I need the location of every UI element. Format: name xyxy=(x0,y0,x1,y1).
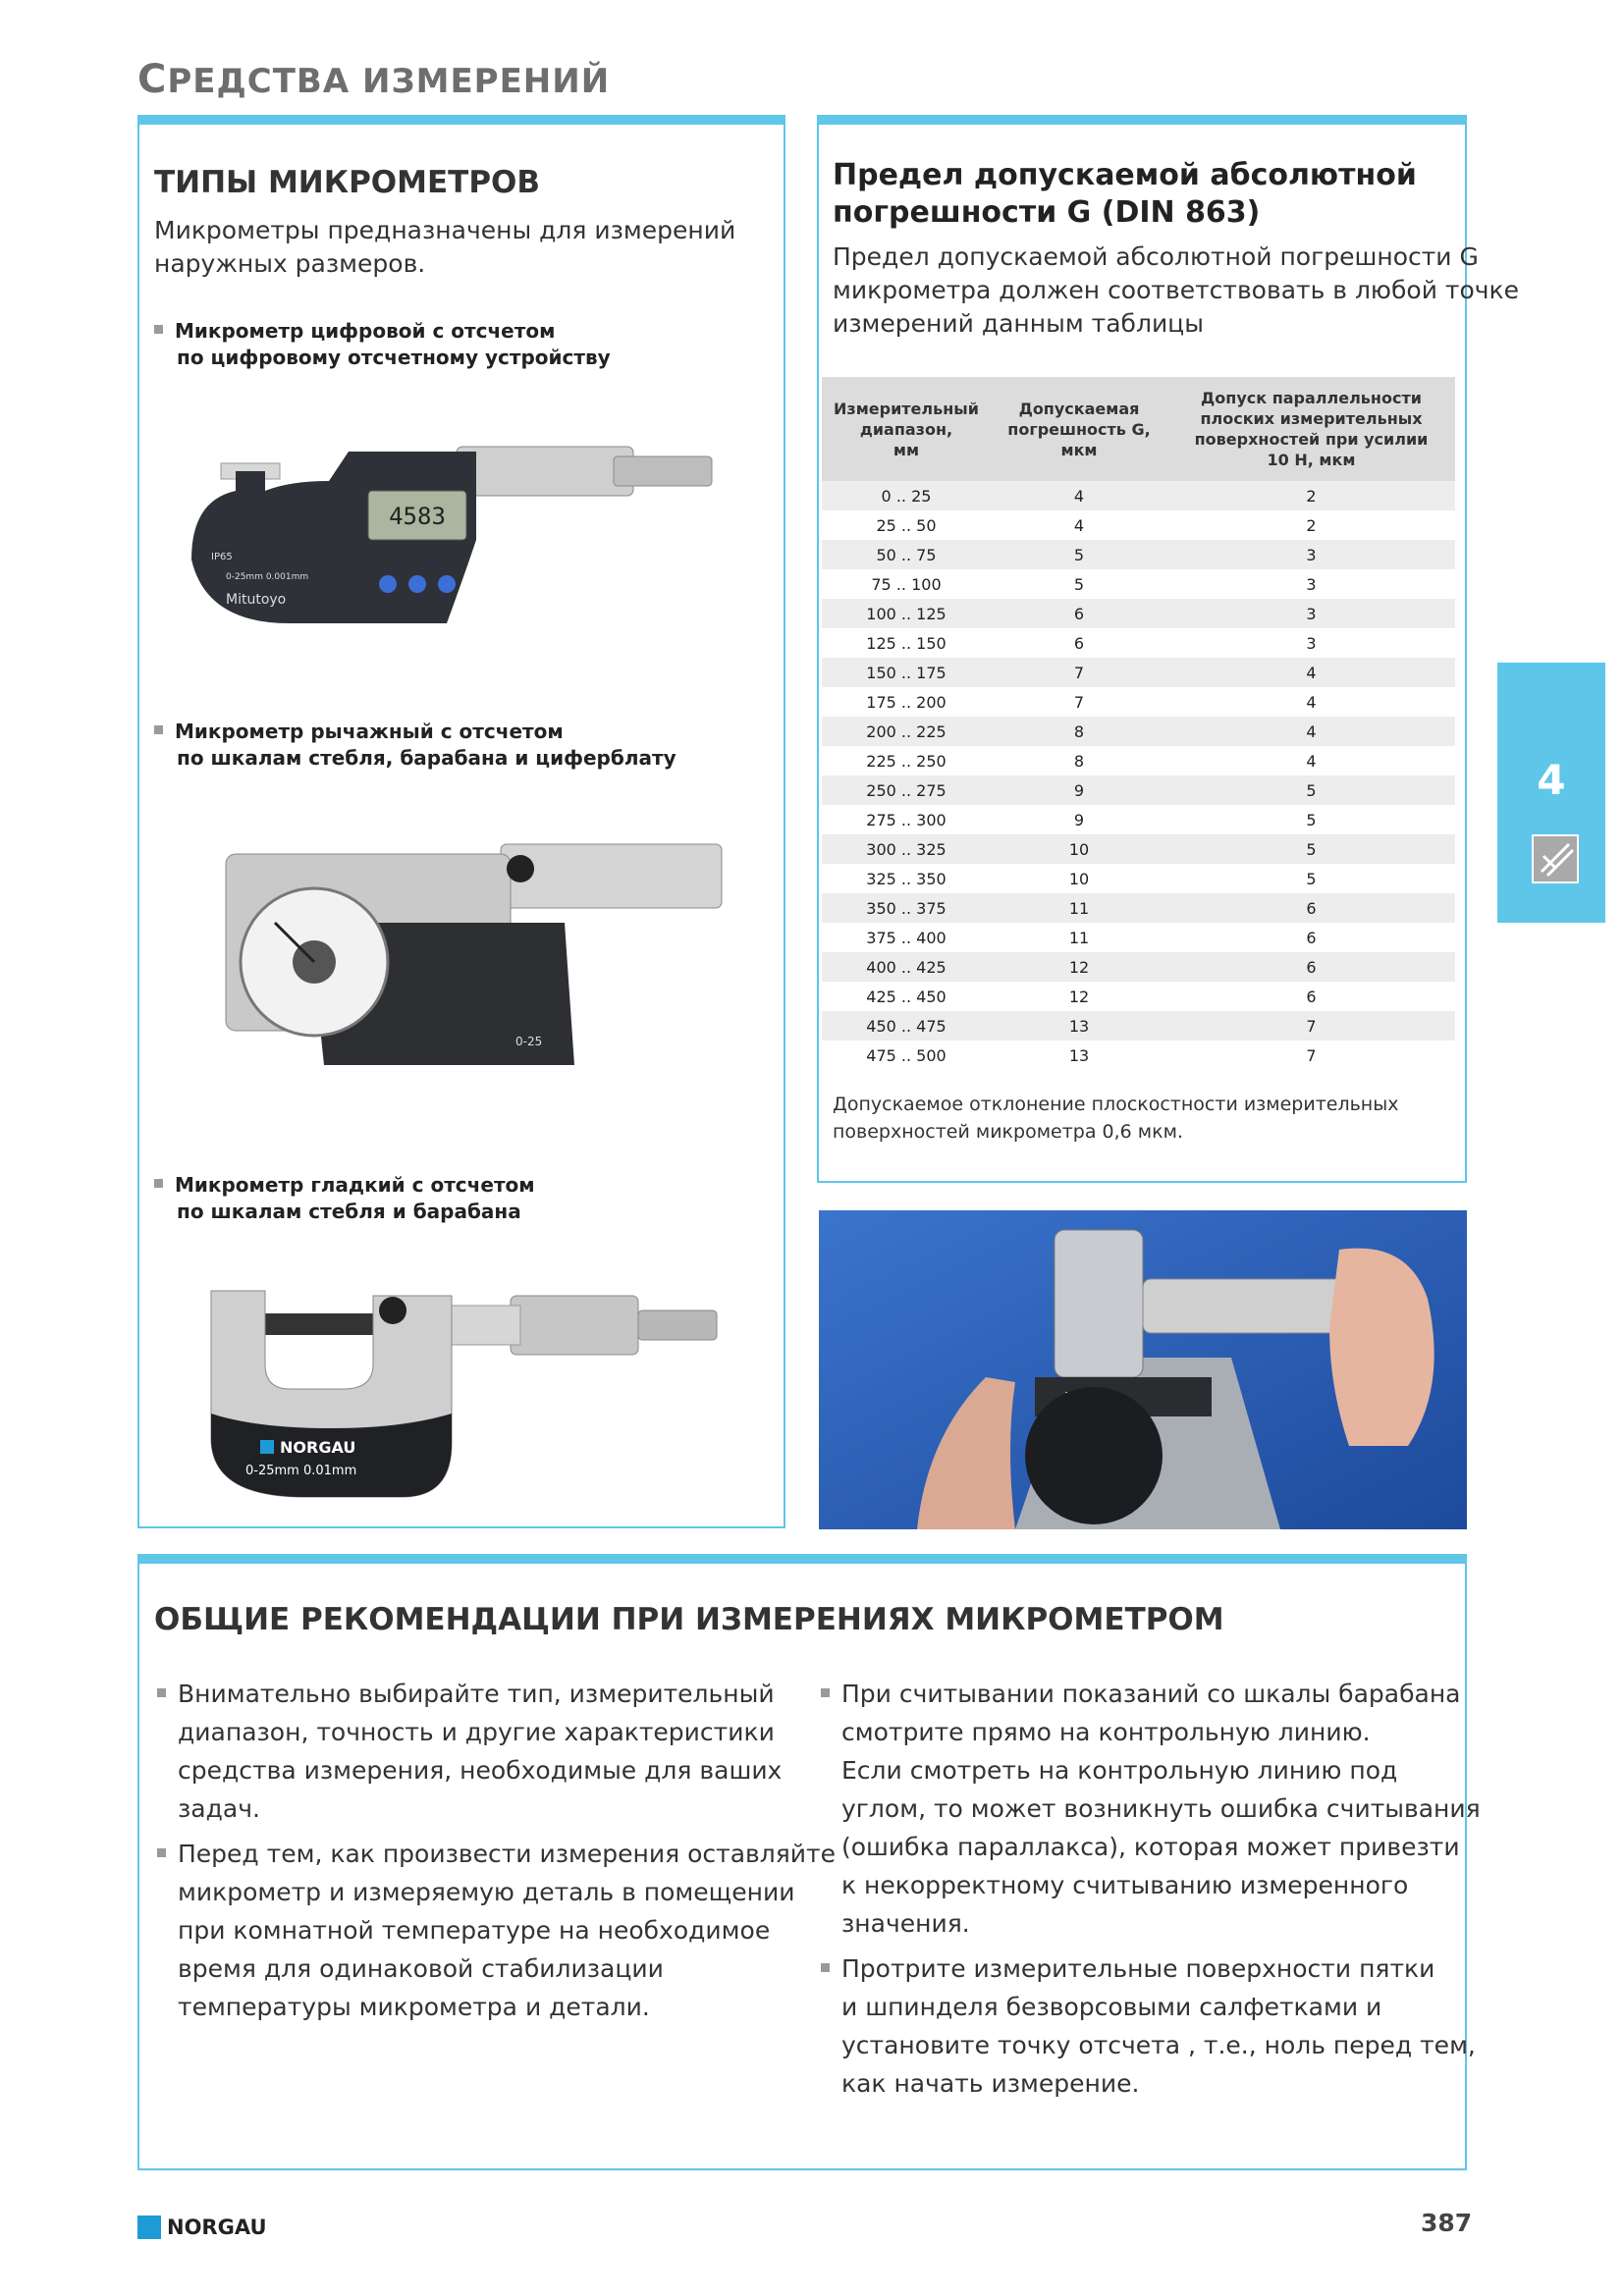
bullet-square xyxy=(154,1179,163,1188)
cell-parallelism: 4 xyxy=(1167,746,1455,775)
table-row xyxy=(822,864,1455,893)
recommendation-item: Протрите измерительные поверхности пятки и шпинделя безворсовыми салфетками и установите точку отсчета , т.е., ноль перед тем, как начать измерение. xyxy=(821,1949,1481,2103)
cell-error: 9 xyxy=(991,805,1167,834)
cell-error: 12 xyxy=(991,952,1167,982)
cell-range: 375 .. 400 xyxy=(822,923,991,952)
table-row xyxy=(822,687,1455,717)
table-row xyxy=(822,746,1455,775)
table-header-row xyxy=(822,377,1455,481)
recommendation-item: При считывании показаний со шкалы барабана смотрите прямо на контрольную линию. Если смотреть на контрольную линию под углом, то может возникнуть ошибка считывания (ошибка параллакса), которая может привезти к некорректному считыванию измеренного значения. xyxy=(821,1675,1481,1943)
cell-parallelism: 5 xyxy=(1167,805,1455,834)
bullet-square xyxy=(821,1963,830,1972)
cell-range: 350 .. 375 xyxy=(822,893,991,923)
cell-parallelism: 7 xyxy=(1167,1011,1455,1041)
table-row xyxy=(822,717,1455,746)
cell-range: 100 .. 125 xyxy=(822,599,991,628)
table-row xyxy=(822,805,1455,834)
cell-range: 125 .. 150 xyxy=(822,628,991,658)
cell-error: 5 xyxy=(991,540,1167,569)
table-row xyxy=(822,481,1455,510)
cell-error: 5 xyxy=(991,569,1167,599)
cell-parallelism: 6 xyxy=(1167,893,1455,923)
smooth-micrometer-image xyxy=(177,1266,746,1512)
svg-text:0-25: 0-25 xyxy=(515,1035,543,1048)
cell-parallelism: 4 xyxy=(1167,658,1455,687)
digital-micrometer-image xyxy=(182,422,731,648)
cell-error: 4 xyxy=(991,510,1167,540)
cell-error: 8 xyxy=(991,717,1167,746)
cell-range: 0 .. 25 xyxy=(822,481,991,510)
tolerance-title: Предел допускаемой абсолютной погрешности G (DIN 863) xyxy=(833,158,1417,230)
measurement-photo xyxy=(819,1210,1467,1529)
page-header: СРЕДСТВА ИЗМЕРЕНИЙ xyxy=(137,57,611,102)
tolerance-description: Предел допускаемой абсолютной погрешности G микрометра должен соответствовать в любой точке измерений данным таблицы xyxy=(833,242,1519,338)
item-digital-micrometer: Микрометр цифровой с отсчетом по цифровому отсчетному устройству xyxy=(154,318,611,371)
cell-parallelism: 3 xyxy=(1167,540,1455,569)
recommendation-item: Перед тем, как произвести измерения оставляйте микрометр и измеряемую деталь в помещении при комнатной температуре на необходимое время для одинаковой стабилизации температуры микрометра и детали. xyxy=(157,1835,836,2026)
cell-range: 25 .. 50 xyxy=(822,510,991,540)
bullet-square xyxy=(154,325,163,334)
cell-error: 13 xyxy=(991,1011,1167,1041)
chapter-number: 4 xyxy=(1537,756,1566,804)
cell-error: 4 xyxy=(991,481,1167,510)
cell-range: 200 .. 225 xyxy=(822,717,991,746)
table-row xyxy=(822,599,1455,628)
caliper-icon xyxy=(1532,834,1579,883)
types-intro: Микрометры предназначены для измерений наружных размеров. xyxy=(154,216,736,278)
cell-parallelism: 5 xyxy=(1167,864,1455,893)
cell-range: 450 .. 475 xyxy=(822,1011,991,1041)
types-title: ТИПЫ МИКРОМЕТРОВ xyxy=(154,165,541,200)
table-row xyxy=(822,1041,1455,1070)
cell-range: 300 .. 325 xyxy=(822,834,991,864)
cell-parallelism: 6 xyxy=(1167,923,1455,952)
cell-parallelism: 2 xyxy=(1167,510,1455,540)
cell-range: 325 .. 350 xyxy=(822,864,991,893)
table-row xyxy=(822,952,1455,982)
cell-error: 8 xyxy=(991,746,1167,775)
cell-parallelism: 5 xyxy=(1167,775,1455,805)
table-row xyxy=(822,540,1455,569)
cell-error: 13 xyxy=(991,1041,1167,1070)
cell-range: 275 .. 300 xyxy=(822,805,991,834)
page-number: 387 xyxy=(1421,2209,1473,2237)
logo-square-icon xyxy=(137,2216,161,2239)
table-row xyxy=(822,893,1455,923)
cell-error: 11 xyxy=(991,923,1167,952)
cell-parallelism: 4 xyxy=(1167,687,1455,717)
bullet-square xyxy=(157,1848,166,1857)
table-row xyxy=(822,834,1455,864)
cell-parallelism: 3 xyxy=(1167,569,1455,599)
cell-parallelism: 2 xyxy=(1167,481,1455,510)
item-lever-micrometer: Микрометр рычажный с отсчетом по шкалам стебля, барабана и циферблату xyxy=(154,719,676,772)
cell-error: 10 xyxy=(991,834,1167,864)
lever-micrometer-image xyxy=(216,825,736,1090)
bullet-square xyxy=(157,1688,166,1697)
cell-error: 6 xyxy=(991,628,1167,658)
cell-parallelism: 7 xyxy=(1167,1041,1455,1070)
bullet-square xyxy=(154,725,163,734)
table-row xyxy=(822,1011,1455,1041)
cell-range: 225 .. 250 xyxy=(822,746,991,775)
cell-range: 425 .. 450 xyxy=(822,982,991,1011)
cell-range: 250 .. 275 xyxy=(822,775,991,805)
table-row xyxy=(822,569,1455,599)
cell-range: 150 .. 175 xyxy=(822,658,991,687)
svg-text:0-25mm 0.01mm: 0-25mm 0.01mm xyxy=(245,1464,357,1478)
recommendations-right-column xyxy=(821,1675,1481,2103)
recommendations-left-column xyxy=(157,1675,836,2026)
svg-text:NORGAU: NORGAU xyxy=(280,1438,356,1457)
cell-range: 400 .. 425 xyxy=(822,952,991,982)
table-row xyxy=(822,510,1455,540)
table-row xyxy=(822,775,1455,805)
cell-parallelism: 4 xyxy=(1167,717,1455,746)
table-row xyxy=(822,658,1455,687)
cell-error: 11 xyxy=(991,893,1167,923)
cell-range: 50 .. 75 xyxy=(822,540,991,569)
recommendation-item: Внимательно выбирайте тип, измерительный диапазон, точность и другие характеристики средства измерения, необходимые для ваших задач. xyxy=(157,1675,836,1828)
cell-range: 75 .. 100 xyxy=(822,569,991,599)
tolerance-table xyxy=(822,377,1455,1070)
cell-error: 12 xyxy=(991,982,1167,1011)
cell-error: 7 xyxy=(991,658,1167,687)
svg-text:Mitutoyo: Mitutoyo xyxy=(226,592,287,608)
svg-text:0-25mm 0.001mm: 0-25mm 0.001mm xyxy=(226,572,309,582)
item-smooth-micrometer: Микрометр гладкий с отсчетом по шкалам стебля и барабана xyxy=(154,1172,535,1225)
cell-error: 10 xyxy=(991,864,1167,893)
recommendations-title: ОБЩИЕ РЕКОМЕНДАЦИИ ПРИ ИЗМЕРЕНИЯХ МИКРОМЕТРОМ xyxy=(154,1602,1224,1637)
cell-parallelism: 6 xyxy=(1167,982,1455,1011)
cell-range: 175 .. 200 xyxy=(822,687,991,717)
table-row xyxy=(822,628,1455,658)
flatness-note: Допускаемое отклонение плоскостности измерительных поверхностей микрометра 0,6 мкм. xyxy=(833,1094,1399,1143)
cell-parallelism: 3 xyxy=(1167,599,1455,628)
column-header-error: Допускаемая погрешность G, мкм xyxy=(991,377,1167,481)
table-row xyxy=(822,923,1455,952)
norgau-logo: NORGAU xyxy=(137,2216,267,2239)
svg-text:IP65: IP65 xyxy=(211,552,233,562)
cell-error: 7 xyxy=(991,687,1167,717)
cell-error: 6 xyxy=(991,599,1167,628)
column-header-parallelism: Допуск параллельности плоских измерительных поверхностей при усилии 10 Н, мкм xyxy=(1167,377,1455,481)
cell-error: 9 xyxy=(991,775,1167,805)
cell-parallelism: 3 xyxy=(1167,628,1455,658)
cell-parallelism: 6 xyxy=(1167,952,1455,982)
cell-range: 475 .. 500 xyxy=(822,1041,991,1070)
bullet-square xyxy=(821,1688,830,1697)
table-row xyxy=(822,982,1455,1011)
cell-parallelism: 5 xyxy=(1167,834,1455,864)
svg-text:4583: 4583 xyxy=(389,503,446,530)
column-header-range: Измерительный диапазон, мм xyxy=(822,377,991,481)
